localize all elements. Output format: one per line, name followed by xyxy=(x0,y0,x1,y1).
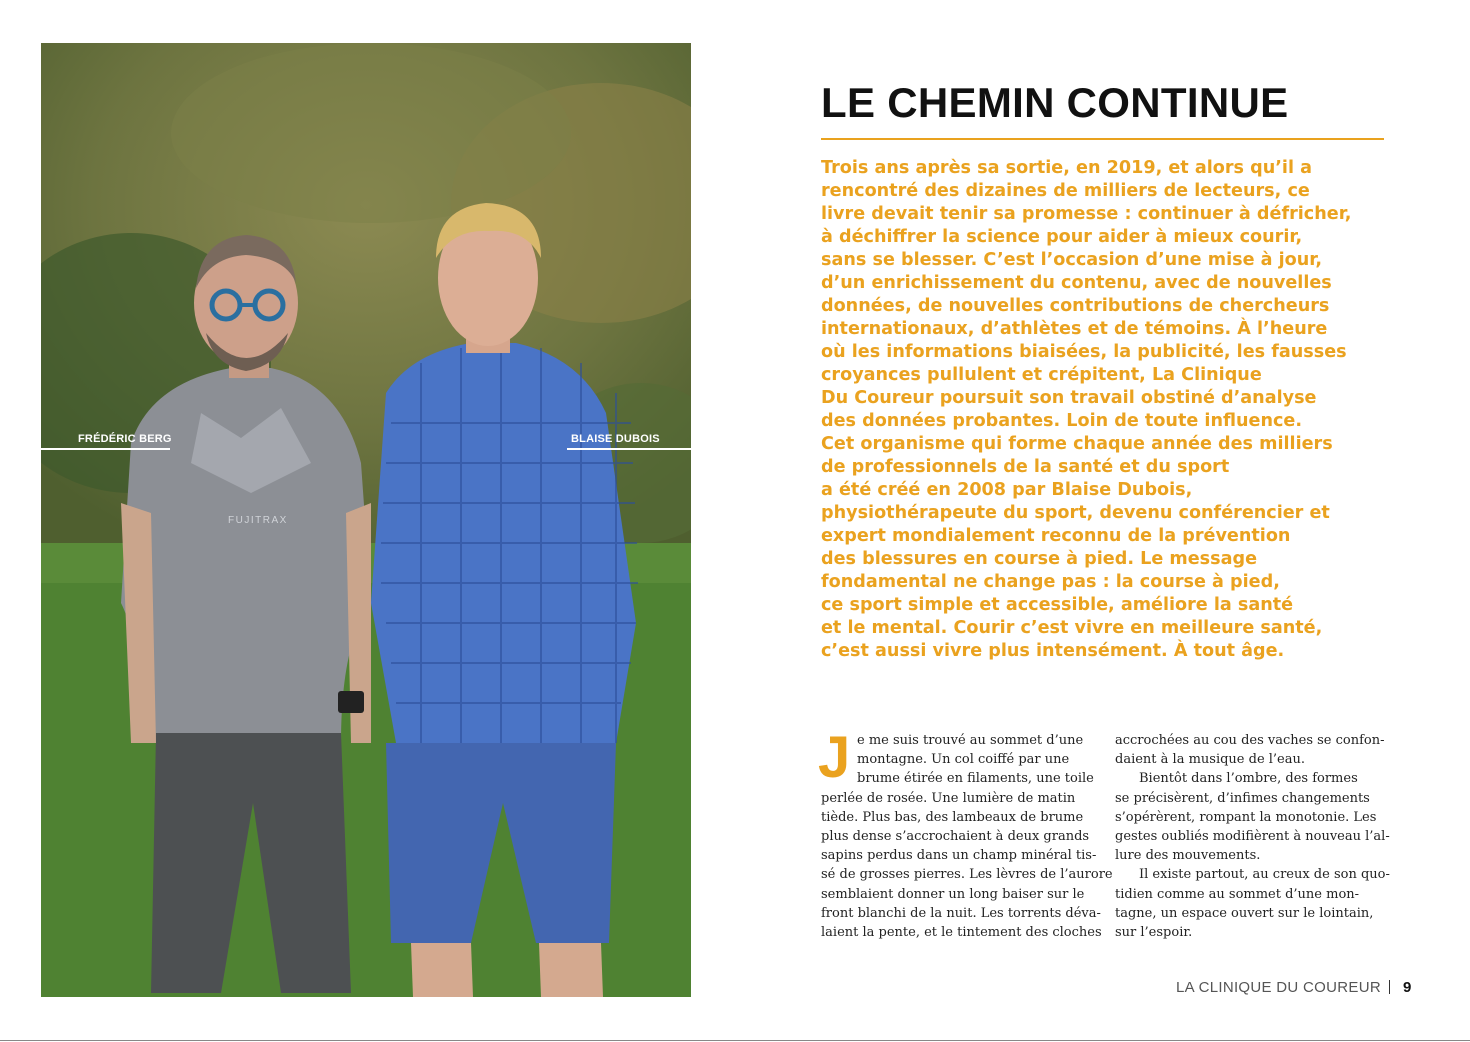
intro-line: des données probantes. Loin de toute influence. xyxy=(821,411,1303,431)
cover-photo xyxy=(41,43,691,997)
intro-line: à déchiffrer la science pour aider à mieux courir, xyxy=(821,227,1303,247)
col2-line: sur l’espoir. xyxy=(1115,925,1193,941)
photo-illustration xyxy=(41,43,691,997)
intro-line: données, de nouvelles contributions de chercheurs xyxy=(821,296,1330,316)
intro-line: expert mondialement reconnu de la prévention xyxy=(821,526,1291,546)
body-column-1 xyxy=(821,731,1113,942)
page-title: LE CHEMIN CONTINUE xyxy=(821,79,1289,126)
col2-line: s’opérèrent, rompant la monotonie. Les xyxy=(1115,809,1377,825)
col2-line: lure des mouvements. xyxy=(1115,848,1261,864)
col2-line: accrochées au cou des vaches se confon- xyxy=(1115,733,1385,748)
col2-line: Il existe partout, au creux de son quo- xyxy=(1139,867,1390,883)
col1-line: plus dense s’accrochaient à deux grands xyxy=(821,829,1090,845)
col1-line: tiède. Plus bas, des lambeaux de brume xyxy=(821,809,1084,825)
col1-line: laient la pente, et le tintement des cloches xyxy=(821,925,1102,941)
intro-line: d’un enrichissement du contenu, avec de nouvelles xyxy=(821,273,1332,293)
col1-line: sé de grosses pierres. Les lèvres de l’aurore xyxy=(821,867,1113,883)
intro-line: croyances pullulent et crépitent, La Clinique xyxy=(821,365,1262,385)
title-rule xyxy=(821,138,1384,140)
col1-line: perlée de rosée. Une lumière de matin xyxy=(821,790,1076,806)
footer-separator xyxy=(1389,980,1390,994)
bottom-rule xyxy=(0,1040,1470,1041)
shirt-logo-text: FUJITRAX xyxy=(228,515,288,526)
intro-line: de professionnels de la santé et du sport xyxy=(821,457,1230,477)
intro-line: des blessures en course à pied. Le message xyxy=(821,549,1258,569)
col1-line: montagne. Un col coiffé par une xyxy=(857,752,1070,768)
col2-line: tidien comme au sommet d’une mon- xyxy=(1115,886,1360,902)
intro-line: internationaux, d’athlètes et de témoins. À l’heure xyxy=(821,319,1328,339)
intro-line: fondamental ne change pas : la course à pied, xyxy=(821,572,1280,592)
intro-paragraph xyxy=(821,157,1401,663)
col2-line: tagne, un espace ouvert sur le lointain, xyxy=(1115,905,1374,921)
photo-caption-frederic: FRÉDÉRIC BERG xyxy=(78,433,172,445)
intro-line: physiothérapeute du sport, devenu conférencier et xyxy=(821,503,1330,523)
intro-line: livre devait tenir sa promesse : continuer à défricher, xyxy=(821,204,1352,224)
col1-line: front blanchi de la nuit. Les torrents déva- xyxy=(821,905,1101,921)
caption-rule-left xyxy=(41,448,170,450)
col2-line: daient à la musique de l’eau. xyxy=(1115,752,1306,768)
intro-line: sans se blesser. C’est l’occasion d’une mise à jour, xyxy=(821,250,1323,270)
intro-line: et le mental. Courir c’est vivre en meilleure santé, xyxy=(821,618,1323,638)
col1-line: e me suis trouvé au sommet d’une xyxy=(857,733,1084,748)
intro-line: ce sport simple et accessible, améliore la santé xyxy=(821,595,1294,615)
col1-line: semblaient donner un long baiser sur le xyxy=(821,886,1085,902)
col2-line: Bientôt dans l’ombre, des formes xyxy=(1139,771,1358,787)
intro-line: Du Coureur poursuit son travail obstiné d’analyse xyxy=(821,388,1317,408)
col1-line: sapins perdus dans un champ minéral tis- xyxy=(821,848,1097,864)
body-column-2 xyxy=(1115,731,1390,942)
caption-rule-right xyxy=(567,448,691,450)
page-footer xyxy=(1176,979,1412,996)
publication-name: LA CLINIQUE DU COUREUR xyxy=(1176,979,1381,996)
photo-caption-blaise: BLAISE DUBOIS xyxy=(571,433,660,445)
intro-line: rencontré des dizaines de milliers de lecteurs, ce xyxy=(821,181,1310,201)
intro-line: c’est aussi vivre plus intensément. À tout âge. xyxy=(821,641,1285,661)
intro-line: Cet organisme qui forme chaque année des milliers xyxy=(821,434,1333,454)
intro-line: a été créé en 2008 par Blaise Dubois, xyxy=(821,480,1193,500)
col1-line: brume étirée en filaments, une toile xyxy=(857,771,1094,787)
page-number: 9 xyxy=(1402,979,1412,996)
intro-line: où les informations biaisées, la publicité, les fausses xyxy=(821,342,1347,362)
intro-line: Trois ans après sa sortie, en 2019, et alors qu’il a xyxy=(821,158,1312,178)
col2-line: se précisèrent, d’infimes changements xyxy=(1115,790,1370,806)
col2-line: gestes oubliés modifièrent à nouveau l’al- xyxy=(1115,829,1390,845)
drop-cap: J xyxy=(818,725,851,790)
